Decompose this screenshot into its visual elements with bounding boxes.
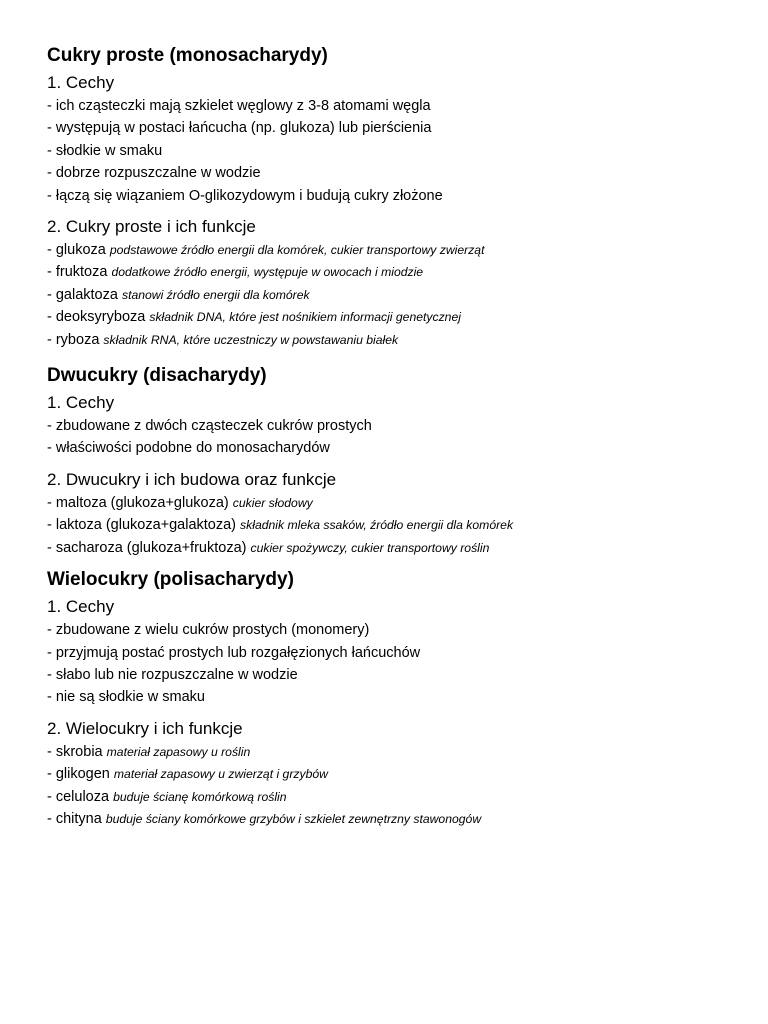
list-item bbox=[47, 537, 728, 559]
list-item bbox=[47, 95, 728, 117]
item-name: - nie są słodkie w smaku bbox=[47, 689, 205, 706]
subsection-heading: 1. Cechy bbox=[47, 73, 115, 92]
list-item bbox=[47, 664, 728, 686]
item-name: - słabo lub nie rozpuszczalne w wodzie bbox=[47, 666, 298, 683]
item-name: - galaktoza bbox=[47, 286, 118, 303]
feature-list bbox=[47, 415, 728, 460]
list-item bbox=[47, 514, 728, 536]
list-item bbox=[47, 117, 728, 139]
item-name: - celuloza bbox=[47, 788, 110, 805]
item-name: - laktoza (glukoza+galaktoza) bbox=[47, 517, 237, 534]
item-description: cukier słodowy bbox=[232, 495, 313, 510]
list-item bbox=[47, 261, 728, 283]
list-item bbox=[47, 140, 728, 162]
function-list bbox=[47, 741, 728, 831]
list-item bbox=[47, 162, 728, 184]
item-name: - występują w postaci łańcucha (np. glukoza) lub pierścienia bbox=[47, 120, 432, 137]
item-name: - ich cząsteczki mają szkielet węglowy z 3-8 atomami węgla bbox=[47, 98, 431, 114]
list-item bbox=[47, 492, 728, 514]
function-list bbox=[47, 492, 728, 559]
list-item bbox=[47, 808, 728, 830]
item-name: - maltoza (glukoza+glukoza) bbox=[47, 494, 229, 511]
item-description: stanowi źródło energii dla komórek bbox=[121, 287, 310, 302]
subsection-heading: 1. Cechy bbox=[47, 393, 115, 413]
section-disaccharides bbox=[47, 364, 728, 559]
section-monosaccharides bbox=[47, 44, 728, 351]
list-item bbox=[47, 437, 728, 459]
feature-list bbox=[47, 95, 728, 207]
feature-list bbox=[47, 619, 728, 709]
list-item bbox=[47, 619, 728, 641]
item-description: materiał zapasowy u zwierząt i grzybów bbox=[113, 767, 328, 782]
item-description: składnik DNA, które jest nośnikiem informacji genetycznej bbox=[149, 310, 461, 325]
list-item bbox=[47, 763, 728, 785]
list-item bbox=[47, 741, 728, 763]
item-name: - sacharoza (glukoza+fruktoza) bbox=[47, 539, 247, 556]
list-item bbox=[47, 786, 728, 808]
subsection-heading: 1. Cechy bbox=[47, 597, 115, 617]
item-name: - właściwości podobne do monosacharydów bbox=[47, 440, 330, 457]
item-name: - deoksyryboza bbox=[47, 309, 146, 326]
item-name: - glukoza bbox=[47, 242, 106, 259]
item-name: - fruktoza bbox=[47, 264, 108, 281]
item-description: dodatkowe źródło energii, występuje w owocach i miodzie bbox=[111, 265, 424, 280]
item-name: - ryboza bbox=[47, 331, 100, 348]
list-item bbox=[47, 185, 728, 207]
list-item bbox=[47, 329, 728, 351]
section-title: Wielocukry (polisacharydy) bbox=[47, 569, 294, 591]
list-item bbox=[47, 306, 728, 328]
item-name: - łączą się wiązaniem O-glikozydowym i budują cukry złożone bbox=[47, 187, 443, 204]
subsection-heading: 2. Cukry proste i ich funkcje bbox=[47, 217, 256, 237]
section-title: Cukry proste (monosacharydy) bbox=[47, 45, 328, 66]
item-description: buduje ścianę komórkową roślin bbox=[113, 789, 287, 804]
item-name: - słodkie w smaku bbox=[47, 142, 163, 159]
item-description: składnik mleka ssaków, źródło energii dla komórek bbox=[240, 518, 514, 533]
list-item bbox=[47, 642, 728, 664]
list-item bbox=[47, 284, 728, 306]
item-name: - zbudowane z dwóch cząsteczek cukrów prostych bbox=[47, 418, 372, 435]
item-description: podstawowe źródło energii dla komórek, cukier transportowy zwierząt bbox=[109, 243, 485, 258]
item-description: cukier spożywczy, cukier transportowy roślin bbox=[250, 540, 490, 555]
item-name: - skrobia bbox=[47, 743, 103, 760]
item-name: - dobrze rozpuszczalne w wodzie bbox=[47, 165, 261, 182]
function-list bbox=[47, 239, 728, 351]
list-item bbox=[47, 686, 728, 708]
list-item bbox=[47, 415, 728, 437]
section-title: Dwucukry (disacharydy) bbox=[47, 365, 267, 387]
item-description: materiał zapasowy u roślin bbox=[106, 744, 251, 759]
item-name: - zbudowane z wielu cukrów prostych (monomery) bbox=[47, 622, 370, 639]
section-polysaccharides bbox=[47, 568, 728, 830]
item-name: - przyjmują postać prostych lub rozgałęzionych łańcuchów bbox=[47, 644, 421, 661]
subsection-heading: 2. Dwucukry i ich budowa oraz funkcje bbox=[47, 469, 337, 489]
item-description: składnik RNA, które uczestniczy w powstawaniu białek bbox=[103, 332, 399, 347]
item-name: - chityna bbox=[47, 810, 102, 827]
item-name: - glikogen bbox=[47, 766, 110, 783]
item-description: buduje ściany komórkowe grzybów i szkielet zewnętrzny stawonogów bbox=[105, 811, 482, 826]
subsection-heading: 2. Wielocukry i ich funkcje bbox=[47, 718, 243, 738]
list-item bbox=[47, 239, 728, 261]
